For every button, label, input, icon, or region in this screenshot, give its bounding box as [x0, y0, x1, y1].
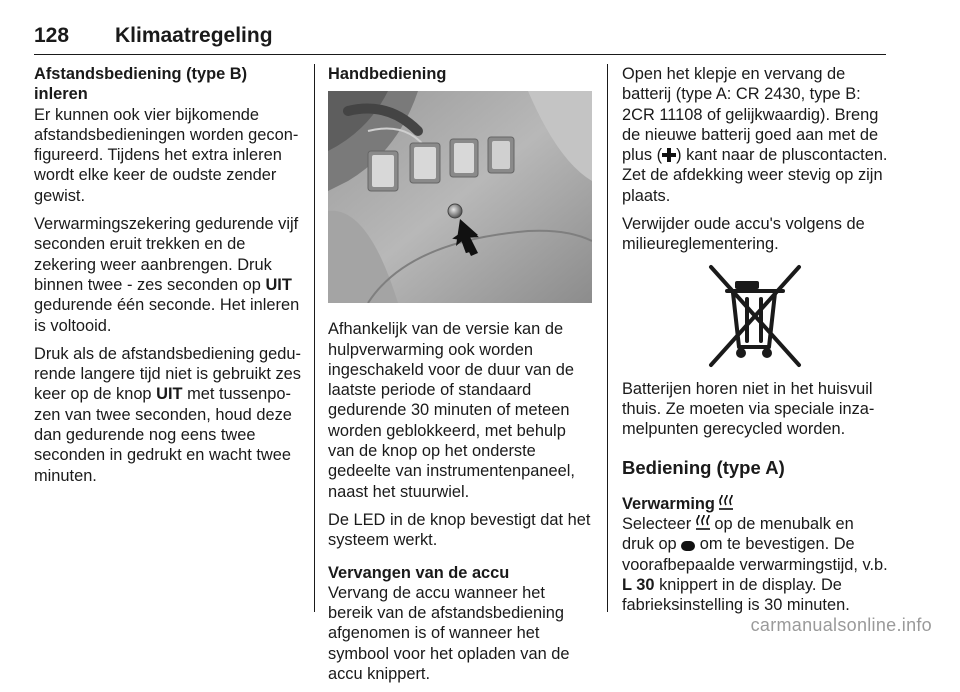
paragraph: Afhankelijk van de versie kan de hulpverwarming ook worden ingeschakeld voor de duur van de laatste periode of standaard gedurende 30 minuten of meteen worden geblokkeerd, met behulp van de knop op het onderste gedeelte van instrumentenpaneel, naast het stuurwiel.: [328, 320, 575, 501]
dashboard-button-photo: [328, 91, 592, 303]
paragraph: Open het klepje en vervang de batterij (type A: CR 2430, type B: 2CR 11108 of gelijkwaardig). Breng de nieuwe batterij goed aan met de plus ( ) kant naar de pluscontacten. Zet de afdekking weer stevig op zijn plaats.: [622, 65, 888, 205]
paragraph: Er kunnen ook vier bijkomende afstandsbedieningen worden geconfigureerd. Tijdens het extra inleren wordt elke keer de oudste zender gewist.: [34, 105, 299, 205]
paragraph: Druk als de afstandsbediening gedurende langere tijd niet is gebruikt zes keer op de knop UIT met tussenpozen van twee seconden, houd deze dan gedurende nog eens twee seconden in gedrukt en wacht twee minuten.: [34, 344, 301, 485]
paragraph: De LED in de knop bevestigt dat het systeem werkt.: [328, 510, 591, 550]
column-divider-1: [314, 64, 315, 612]
section-heading: Handbediening: [328, 65, 447, 83]
bold-key-label: UIT: [156, 385, 183, 404]
watermark: carmanualsonline.info: [750, 615, 932, 635]
paragraph: Vervang de accu wanneer het bereik van de afstandsbediening afgenomen is of wanneer het symbool voor het opladen van de accu knippert.: [328, 583, 570, 684]
column-divider-2: [607, 64, 608, 612]
column-1: [34, 64, 302, 494]
bold-key-label: UIT: [265, 275, 292, 294]
paragraph: Verwarmingszekering gedurende vijf seconden eruit trekken en de zekering weer aanbrengen. Druk binnen twee - zes seconden op UIT gedurende één seconde. Het inleren is voltooid.: [34, 215, 300, 335]
paragraph: Verwijder oude accu's volgens de milieureglementering.: [622, 215, 865, 254]
confirm-button-icon: [681, 541, 695, 551]
heater-icon: [719, 495, 733, 511]
page-number: 128: [34, 24, 70, 47]
paragraph: Selecteer op de menubalk en druk op om te bevestigen. De voorafbepaalde verwarmingstijd, v.b. L 30 knippert in de display. De fabrieksinstelling is 30 minuten.: [622, 515, 888, 615]
subsection-heading: Verwarming: [622, 494, 888, 514]
page-header: [34, 22, 886, 55]
chapter-title: Klimaatregeling: [115, 24, 273, 47]
heater-icon: [696, 515, 710, 531]
section-title: Bediening (type A): [622, 456, 785, 478]
paragraph: Batterijen horen niet in het huisvuil thuis. Ze moeten via speciale inzamelpunten gerecycled worden.: [622, 379, 875, 439]
display-value: L 30: [622, 576, 655, 595]
column-3: [622, 64, 888, 624]
subsection-heading: Vervangen van de accu: [328, 563, 510, 582]
crossed-bin-icon: [703, 263, 807, 369]
section-heading: Afstandsbediening (type B) inleren: [34, 65, 248, 104]
plus-icon: [662, 148, 676, 162]
column-2: [328, 64, 592, 692]
